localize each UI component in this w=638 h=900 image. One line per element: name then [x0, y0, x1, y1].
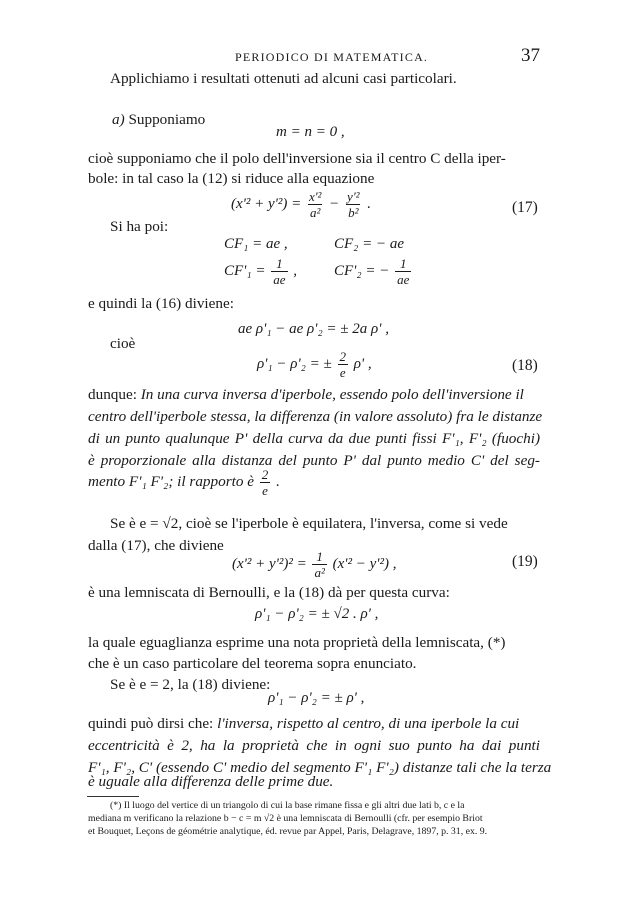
che-caso-line: che è un caso particolare del teorema sopra enunciato. — [88, 655, 417, 672]
eq17-frac-x — [307, 190, 323, 219]
footnote-line-3: et Bouquet, Leçons de géométrie analytique, éd. revue par Appel, Paris, Delagrave, 1897, p. 31, ex. 9. — [88, 826, 488, 837]
theorem-ratio-den: e — [262, 483, 268, 498]
cfp1-frac — [271, 257, 287, 286]
equation-17 — [231, 190, 371, 219]
eq18-den: e — [339, 365, 346, 380]
theorem-lead: dunque: — [88, 386, 137, 403]
lemniscata-line: è una lemniscata di Bernoulli, e la (18) dà per questa curva: — [88, 584, 450, 601]
equation-e2: ρ'₁ − ρ'₂ = ± ρ' , — [268, 690, 365, 706]
conclusion-line-3: F'₁, F'₂, C' (essendo C' medio del segmento F'₁ F'₂) distanze tali che la terza — [88, 759, 552, 776]
equation-number-18: (18) — [512, 357, 538, 374]
theorem-line-5 — [88, 468, 280, 497]
equation-cfp1 — [224, 257, 297, 286]
theorem-line-3: di un punto qualunque P' della curva da due punti fissi F'₁, F'₂ (fuochi) — [88, 430, 540, 447]
eq19-lhs: (x'² + y'²)² = — [232, 555, 307, 572]
running-title: PERIODICO DI MATEMATICA. — [235, 50, 429, 64]
bole-line: bole: in tal caso la (12) si riduce alla equazione — [88, 170, 375, 187]
eq17-frac-x-den: a² — [309, 205, 321, 220]
theorem-line-1 — [88, 386, 540, 404]
eq18-frac — [337, 350, 348, 379]
equation-number-19: (19) — [512, 553, 538, 570]
equation-cfp2 — [334, 257, 413, 286]
equation-number-17: (17) — [512, 199, 538, 216]
cioe-line-2: cioè — [110, 335, 136, 352]
conclusion-text-1: l'inversa, rispetto al centro, di una iperbole la cui — [217, 715, 520, 732]
eq19-den: a² — [314, 565, 325, 580]
la-quale-line: la quale eguaglianza esprime una nota proprietà della lemniscata, (*) — [88, 634, 506, 651]
conclusion-line-4: è uguale alla differenza delle prime due. — [88, 773, 334, 790]
cfp2-frac — [395, 257, 411, 286]
equation-18 — [257, 350, 372, 379]
eq17-frac-y — [345, 190, 361, 219]
footnote-line-1: (*) Il luogo del vertice di un triangolo di cui la base rimane fissa e gli altri due lati b, c e la — [110, 800, 465, 811]
equation-16-form: ae ρ'₁ − ae ρ'₂ = ± 2a ρ' , — [238, 321, 389, 337]
equation-sqrt2: ρ'₁ − ρ'₂ = ± √2 . ρ' , — [255, 606, 379, 622]
theorem-text-5: mento F'₁ F'₂; il rapporto è — [88, 472, 254, 490]
equation-cf2: CF₂ = − ae — [334, 236, 405, 252]
conclusion-line-2: eccentricità è 2, ha la proprietà che in ogni suo punto ha dai punti — [88, 737, 540, 754]
eq17-minus: − — [329, 195, 340, 212]
eq17-frac-y-den: b² — [348, 205, 359, 220]
cfp1-lhs: CF'₁ = — [224, 262, 266, 279]
se-e-2-line: Se è e = 2, la (18) diviene: — [110, 676, 271, 693]
cfp2-den: ae — [397, 272, 410, 287]
page-number: 37 — [521, 45, 540, 66]
case-a-text: Supponiamo — [128, 111, 206, 128]
eq18-lhs: ρ'₁ − ρ'₂ = ± — [257, 355, 332, 372]
cfp1-num: 1 — [276, 256, 283, 271]
footnote-rule — [87, 796, 139, 797]
footnote-line-2: mediana m verificano la relazione b − c = m √2 è una lemniscata di Bernoulli (cfr. per esempio Briot — [88, 813, 483, 824]
se-e-sqrt2-line: Se è e = √2, cioè se l'iperbole è equilatera, l'inversa, come si vede — [110, 515, 508, 532]
equation-m-n-zero: m = n = 0 , — [276, 124, 345, 140]
eq17-frac-y-num: y'² — [347, 189, 360, 204]
cfp1-den: ae — [273, 272, 286, 287]
eq18-num: 2 — [339, 349, 346, 364]
theorem-ratio-num: 2 — [261, 467, 269, 482]
theorem-ratio-frac — [260, 468, 271, 497]
equation-19 — [232, 550, 396, 579]
intro-line: Applichiamo i resultati ottenuti ad alcuni casi particolari. — [110, 70, 457, 87]
eq19-frac — [312, 550, 326, 579]
eq17-end: . — [367, 195, 371, 212]
case-a-label: a) — [112, 111, 125, 128]
eq18-end: ρ' , — [353, 355, 372, 372]
eq19-rhs: (x'² − y'²) , — [332, 555, 397, 572]
cfp2-num: 1 — [399, 256, 407, 271]
theorem-line-4: è proporzionale alla distanza del punto P' dal punto medio C' del seg- — [88, 452, 540, 469]
eq19-num: 1 — [316, 549, 323, 564]
cioe-line-1: cioè supponiamo che il polo dell'inversione sia il centro C della iper- — [88, 150, 506, 167]
cfp2-lhs: CF'₂ = − — [334, 262, 390, 279]
theorem-line-2: centro dell'iperbole stessa, la differenza (in valore assoluto) fra le distanze — [88, 408, 543, 425]
eq17-lhs: (x'² + y'²) = — [231, 195, 302, 212]
conclusion-lead: quindi può dirsi che: — [88, 715, 214, 732]
conclusion-line-1 — [88, 715, 540, 733]
eq17-frac-x-num: x'² — [308, 189, 322, 204]
si-ha-poi: Si ha poi: — [110, 218, 169, 235]
cfp1-end: , — [293, 262, 297, 279]
theorem-ratio-end: . — [276, 472, 280, 490]
case-a-line — [112, 111, 205, 129]
quindi-line: e quindi la (16) diviene: — [88, 295, 234, 312]
theorem-text-1: In una curva inversa d'iperbole, essendo polo dell'inversione il — [140, 386, 524, 403]
dalla-line: dalla (17), che diviene — [88, 537, 224, 554]
equation-cf1: CF₁ = ae , — [224, 236, 288, 252]
